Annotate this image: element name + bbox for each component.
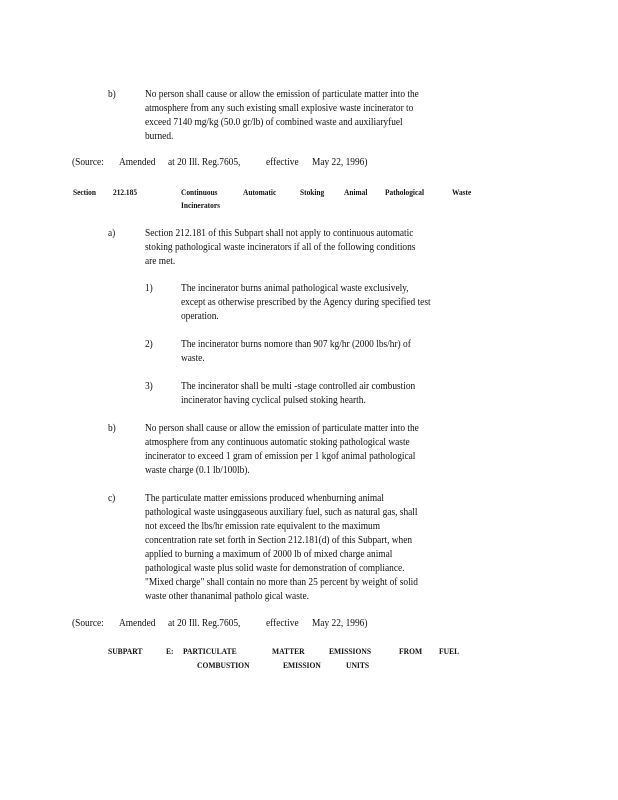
section-title-word: Incinerators [181,200,221,210]
source-effective: effective [266,618,299,629]
paragraph-a-applicability [145,227,439,269]
source-label: (Source: [72,157,104,168]
item-number: 1) [145,283,153,294]
subpart-title-word: UNITS [346,660,370,670]
source-label: (Source: [72,618,104,629]
subpart-title-word: FROM [399,646,423,656]
text-line: waste charge (0.1 lb/100lb). [145,465,250,476]
section-title-word: Animal [344,187,368,197]
section-title-word: Stoking [300,187,325,197]
text-line: Section 212.181 of this Subpart shall not apply to continuous automatic [145,228,414,239]
text-line: atmosphere from any such existing small explosive waste incinerator to [145,103,414,114]
text-line: not exceed the lbs/hr emission rate equivalent to the maximum [145,521,381,532]
text-line: waste other thananimal patholo gical waste. [145,591,309,602]
text-line: exceed 7140 mg/kg (50.0 gr/lb) of combined waste and auxiliaryfuel [145,117,403,128]
text-line: pathological waste plus solid waste for demonstration of compliance. [145,563,405,574]
text-line: The incinerator burns animal pathological waste exclusively, [181,283,409,294]
text-line: burned. [145,131,174,142]
subpart-title-word: PARTICULATE [183,646,237,656]
text-line: The particulate matter emissions produced whenburning animal [145,493,384,504]
source-date: May 22, 1996) [312,618,368,629]
text-line: applied to burning a maximum of 2000 lb of mixed charge animal [145,549,393,560]
source-citation: at 20 Ill. Reg.7605, [168,157,241,168]
item-number: 3) [145,381,153,392]
subpart-title-word: EMISSION [283,660,321,670]
source-amended: Amended [119,618,156,629]
section-label: Section [73,187,96,197]
text-line: incinerator having cyclical pulsed stoking hearth. [181,395,366,406]
item-number: 2) [145,339,153,350]
text-line: No person shall cause or allow the emission of particulate matter into the [145,423,419,434]
text-line: operation. [181,311,219,322]
subpart-label: SUBPART [108,646,143,656]
text-line: stoking pathological waste incinerators if all of the following conditions [145,242,416,253]
text-line: incinerator to exceed 1 gram of emission per 1 kgof animal pathological [145,451,416,462]
section-title-word: Pathological [385,187,425,197]
text-line: The incinerator burns nomore than 907 kg/hr (2000 lbs/hr) of [181,339,411,350]
text-line: atmosphere from any continuous automatic stoking pathological waste [145,437,410,448]
text-line: pathological waste usinggaseous auxiliary fuel, such as natural gas, shall [145,507,418,518]
text-line: "Mixed charge" shall contain no more than 25 percent by weight of solid [145,577,418,588]
text-line: concentration rate set forth in Section 212.181(d) of this Subpart, when [145,535,413,546]
para-label: a) [108,228,116,239]
condition-item-1 [181,282,452,324]
para-label: b) [108,89,116,100]
section-title-word: Automatic [243,187,277,197]
section-title-word: Waste [452,187,472,197]
text-line: waste. [181,353,205,364]
text-line: The incinerator shall be multi -stage controlled air combustion [181,381,416,392]
subpart-title-word: COMBUSTION [197,660,250,670]
source-effective: effective [266,157,299,168]
paragraph-b-existing-small-explosive [145,88,443,144]
section-title-word: Continuous [181,187,218,197]
text-line: are met. [145,256,176,267]
paragraph-b-continuous-automatic [145,422,443,478]
condition-item-3 [181,380,436,408]
subpart-title-word: FUEL [439,646,460,656]
condition-item-2 [181,338,431,366]
text-line: No person shall cause or allow the emission of particulate matter into the [145,89,419,100]
para-label: c) [108,493,116,504]
source-amended: Amended [119,157,156,168]
subpart-title-word: EMISSIONS [329,646,372,656]
subpart-title-word: MATTER [272,646,305,656]
para-label: b) [108,423,116,434]
section-number: 212.185 [113,187,138,197]
source-date: May 22, 1996) [312,157,368,168]
subpart-letter: E: [166,646,174,656]
paragraph-c-particulate-emissions [145,492,442,604]
text-line: except as otherwise prescribed by the Agency during specified test [181,297,431,308]
source-citation: at 20 Ill. Reg.7605, [168,618,241,629]
